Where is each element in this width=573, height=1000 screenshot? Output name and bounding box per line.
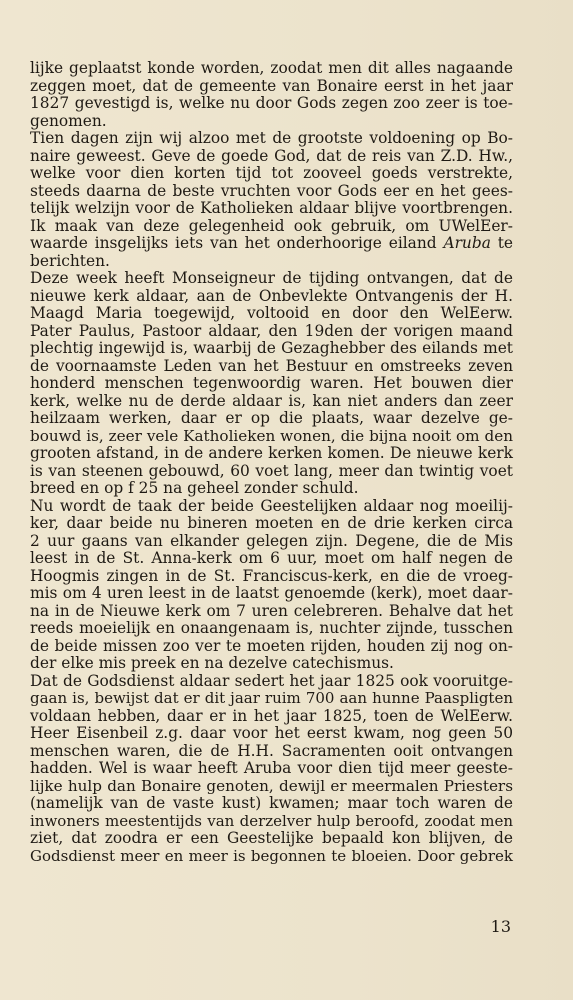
text-line: Deze week heeft Monseigneur de tijding ontvangen, dat de [30, 269, 513, 287]
text-line: de voornaamste Leden van het Bestuur en omstreeks zeven [30, 356, 513, 375]
text-line: (namelijk van de vaste kust) kwamen; maar toch waren de [30, 794, 513, 812]
text-line: honderd menschen tegenwoordig waren. Het bouwen dier [30, 374, 513, 392]
text-line: berichten. [30, 251, 110, 270]
text-line: naire geweest. Geve de goede God, dat de reis van Z.D. Hw., [30, 146, 513, 165]
text-line: plechtig ingewijd is, waarbij de Gezaghebber des eilands met [30, 339, 513, 357]
body-text [30, 60, 513, 865]
text-line: de beide missen zoo ver te moeten rijden, houden zij nog on- [30, 636, 513, 655]
text-line: Tien dagen zijn wij alzoo met de grootste voldoening op Bo- [30, 129, 513, 147]
text-line: reeds moeielijk en onaangenaam is, nuchter zijnde, tusschen [30, 619, 513, 637]
text-line: telijk welzijn voor de Katholieken aldaar blijve voortbrengen. [30, 199, 513, 217]
text-line: mis om 4 uren leest in de laatst genoemde (kerk), moet daar- [30, 584, 513, 602]
text-line: Pater Paulus, Pastoor aldaar, den 19den der vorigen maand [30, 321, 513, 340]
text-line: genomen. [30, 111, 107, 130]
text-line: ker, daar beide nu bineren moeten en de drie kerken circa [30, 514, 513, 532]
text-line: Hoogmis zingen in de St. Franciscus-kerk, en die de vroeg- [30, 566, 513, 585]
text-line: menschen waren, die de H.H. Sacramenten ooit ontvangen [30, 741, 513, 760]
text-line: heilzaam werken, daar er op die plaats, waar dezelve ge- [30, 409, 513, 427]
text-line: lijke geplaatst konde worden, zoodat men dit alles nagaande [30, 59, 513, 77]
text-line: zeggen moet, dat de gemeente van Bonaire eerst in het jaar [30, 76, 513, 95]
text-line: 1827 gevestigd is, welke nu door Gods zegen zoo zeer is toe- [30, 94, 513, 112]
text-line: is van steenen gebouwd, 60 voet lang, meer dan twintig voet [30, 461, 513, 480]
text-line: Maagd Maria toegewijd, voltooid en door den WelEerw. [30, 304, 513, 322]
text-line: ziet, dat zoodra er een Geestelijke bepaald kon blijven, de [30, 829, 513, 847]
text-line: gaan is, bewijst dat er dit jaar ruim 700 aan hunne Paaspligten [30, 689, 513, 707]
text-line: kerk, welke nu de derde aldaar is, kan niet anders dan zeer [30, 391, 513, 410]
text-line: breed en op f 25 na geheel zonder schuld. [30, 479, 359, 497]
text-line: nieuwe kerk aldaar, aan de Onbevlekte Ontvangenis der H. [30, 286, 513, 305]
text-line: Heer Eisenbeil z.g. daar voor het eerst kwam, nog geen 50 [30, 724, 513, 742]
text-line: inwoners meestentijds van derzelver hulp beroofd, zoodat men [30, 811, 513, 830]
text-line: na in de Nieuwe kerk om 7 uren celebreren. Behalve dat het [30, 601, 513, 620]
text-line: welke voor dien korten tijd tot zooveel goeds verstrekte, [30, 164, 513, 182]
text-line: bouwd is, zeer vele Katholieken wonen, die bijna nooit om den [30, 426, 513, 445]
text-line: steeds daarna de beste vruchten voor Gods eer en het gees- [30, 181, 513, 200]
italic-word: Aruba [443, 234, 491, 252]
text-line: 2 uur gaans van elkander gelegen zijn. Degene, die de Mis [30, 531, 513, 550]
text-line: voldaan hebben, daar er in het jaar 1825, toen de WelEerw. [30, 706, 513, 725]
text-line: Ik maak van deze gelegenheid ook gebruik, om UWelEer- [30, 216, 513, 235]
text-line: Dat de Godsdienst aldaar sedert het jaar 1825 ook vooruitge- [30, 671, 513, 690]
text-line: Nu wordt de taak der beide Geestelijken aldaar nog moeilij- [30, 496, 513, 515]
text-line: hadden. Wel is waar heeft Aruba voor dien tijd meer geeste- [30, 759, 513, 777]
text-line: Godsdienst meer en meer is begonnen te bloeien. Door gebrek [30, 846, 513, 865]
page-number: 13 [490, 917, 511, 936]
text-line: grooten afstand, in de andere kerken komen. De nieuwe kerk [30, 444, 513, 462]
text-line: lijke hulp dan Bonaire genoten, dewijl er meermalen Priesters [30, 776, 513, 795]
text-line: waarde insgelijks iets van het onderhoorige eiland Aruba te [30, 234, 514, 252]
text-line: der elke mis preek en na dezelve catechismus. [30, 654, 394, 672]
text-line: leest in de St. Anna-kerk om 6 uur, moet om half negen de [30, 549, 513, 567]
